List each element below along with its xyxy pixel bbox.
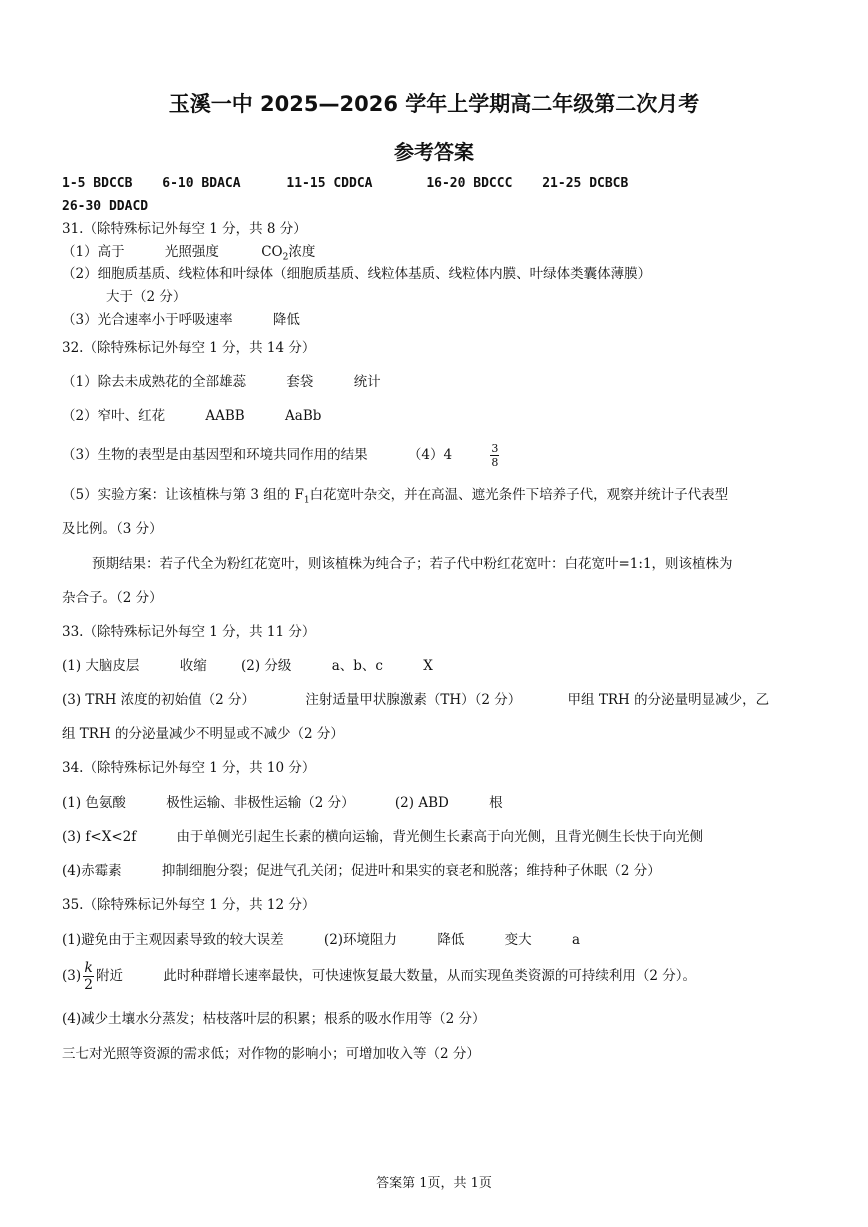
q34-part2-b: 根 <box>489 795 503 811</box>
mc-group-5: 21-25 DCBCB <box>542 176 629 191</box>
mc-answers-row-1 <box>62 174 810 194</box>
q35-part2-c: 变大 <box>504 932 532 948</box>
co2-text: CO <box>261 244 283 260</box>
q33-heading: 33.（除特殊标记外每空 1 分，共 11 分） <box>62 624 316 640</box>
co2-subscript: 2 <box>282 252 289 263</box>
q33-part3-a: (3) TRH 浓度的初始值（2 分） <box>62 692 256 708</box>
q34-part3 <box>62 827 810 847</box>
mc-group-6: 26-30 DDACD <box>62 199 149 214</box>
page-subtitle: 参考答案 <box>394 140 474 164</box>
mc-group-1: 1-5 BDCCB <box>62 176 133 191</box>
q35-part3-label: (3) <box>62 968 82 984</box>
q32-part5-b: 及比例。（3 分） <box>62 521 163 537</box>
q35-part3-near: 附近 <box>96 968 124 984</box>
fraction-k-over-2 <box>83 960 94 993</box>
q33-part3-c: 甲组 TRH 的分泌量明显减少，乙 <box>567 692 770 708</box>
q34-part1-a: (1) 色氨酸 <box>62 795 126 811</box>
q32-part1-c: 统计 <box>353 374 381 390</box>
q31-part1-b: 光照强度 <box>164 244 219 260</box>
q34-part1 <box>62 793 810 813</box>
page-footer: 答案第 1页，共 1页 <box>376 1176 492 1191</box>
q34-part4-a: (4)赤霉素 <box>62 863 122 879</box>
q32-part1-a: （1）除去未成熟花的全部雄蕊 <box>62 374 247 390</box>
q32-part5-text: （5）实验方案：让该植株与第 3 组的 F <box>62 487 304 503</box>
q34-part2-a: (2) ABD <box>394 795 449 811</box>
q31-part3-a: （3）光合速率小于呼吸速率 <box>62 312 233 328</box>
mc-group-3: 11-15 CDDCA <box>286 176 373 191</box>
q34-part4 <box>62 861 810 881</box>
q33-part2-a: (2) 分级 <box>241 658 292 674</box>
fraction-denominator: 8 <box>491 456 499 469</box>
q34-heading: 34.（除特殊标记外每空 1 分，共 10 分） <box>62 760 316 776</box>
q35-part3-b: 此时种群增长速率最快，可快速恢复最大数量，从而实现鱼类资源的可持续利用（2 分）。 <box>163 968 696 984</box>
q35-part2-d: a <box>571 932 580 948</box>
q33-part2-b: a、b、c <box>331 658 383 674</box>
q35-part2-a: (2)环境阻力 <box>323 932 398 948</box>
q32-expected-result: 预期结果：若子代全为粉红花宽叶，则该植株为纯合子；若子代中粉红花宽叶：白花宽叶=1:1，则该植株为 <box>92 556 733 572</box>
q32-part2-a: （2）窄叶、红花 <box>62 408 166 424</box>
q32-heading: 32.（除特殊标记外每空 1 分，共 14 分） <box>62 340 316 356</box>
q32-part2-b: AABB <box>205 408 245 424</box>
mc-answers-row-2 <box>62 197 810 217</box>
q33-part2-c: X <box>423 658 433 674</box>
page-title: 玉溪一中 2025—2026 学年上学期高二年级第二次月考 <box>168 92 700 116</box>
q34-part3-b: 由于单侧光引起生长素的横向运输，背光侧生长素高于向光侧，且背光侧生长快于向光侧 <box>176 829 704 845</box>
co2-suffix: 浓度 <box>288 244 316 260</box>
q35-part4: (4)减少土壤水分蒸发；枯枝落叶层的积累；根系的吸水作用等（2 分） <box>62 1011 486 1027</box>
q31-heading: 31.（除特殊标记外每空 1 分，共 8 分） <box>62 221 307 237</box>
q32-part5-text-cont: 白花宽叶杂交，并在高温、遮光条件下培养子代，观察并统计子代表型 <box>309 487 729 503</box>
q32-part5 <box>62 485 810 511</box>
fraction-3-8 <box>490 442 499 469</box>
q33-part1 <box>62 656 810 676</box>
f1-subscript: 1 <box>303 495 310 506</box>
q32-part3 <box>62 436 810 474</box>
q35-part1-a: (1)避免由于主观因素导致的较大误差 <box>62 932 284 948</box>
q32-part4-a: （4）4 <box>407 447 453 463</box>
q32-part1-b: 套袋 <box>286 374 314 390</box>
fraction-numerator: 3 <box>491 442 499 455</box>
q35-part5: 三七对光照等资源的需求低；对作物的影响小；可增加收入等（2 分） <box>62 1046 480 1062</box>
q31-part3-b: 降低 <box>272 312 300 328</box>
q34-part4-b: 抑制细胞分裂；促进气孔关闭；促进叶和果实的衰老和脱落；维持种子休眠（2 分） <box>161 863 661 879</box>
mc-group-2: 6-10 BDACA <box>162 176 241 191</box>
q33-part3-d: 组 TRH 的分泌量减少不明显或不减少（2 分） <box>62 726 344 742</box>
q32-part1 <box>62 372 810 392</box>
q33-part3-b: 注射适量甲状腺激素（TH）（2 分） <box>305 692 522 708</box>
q33-part1-a: (1) 大脑皮层 <box>62 658 140 674</box>
q35-heading: 35.（除特殊标记外每空 1 分，共 12 分） <box>62 897 316 913</box>
fraction-k-numerator: k <box>84 960 93 976</box>
q34-part1-b: 极性运输、非极性运输（2 分） <box>166 795 355 811</box>
q32-part2 <box>62 406 810 426</box>
q35-part2-b: 降低 <box>437 932 465 948</box>
q31-part2-b: 大于（2 分） <box>106 289 187 305</box>
mc-group-4: 16-20 BDCCC <box>426 176 513 191</box>
q32-part2-c: AaBb <box>285 408 322 424</box>
q33-part1-b: 收缩 <box>179 658 207 674</box>
q31-part2: （2）细胞质基质、线粒体和叶绿体（细胞质基质、线粒体基质、线粒体内膜、叶绿体类囊体薄膜） <box>62 266 652 282</box>
q33-part3 <box>62 690 810 710</box>
q31-part1-a: （1）高于 <box>62 244 125 260</box>
q31-part3 <box>62 310 810 330</box>
q35-part1 <box>62 930 810 950</box>
q34-part3-a: (3) f<X<2f <box>62 829 137 845</box>
q32-part3-a: （3）生物的表型是由基因型和环境共同作用的结果 <box>62 447 368 463</box>
q35-part3 <box>62 954 810 998</box>
q32-expected-result-b: 杂合子。（2 分） <box>62 590 163 606</box>
fraction-k-denominator: 2 <box>84 977 94 993</box>
